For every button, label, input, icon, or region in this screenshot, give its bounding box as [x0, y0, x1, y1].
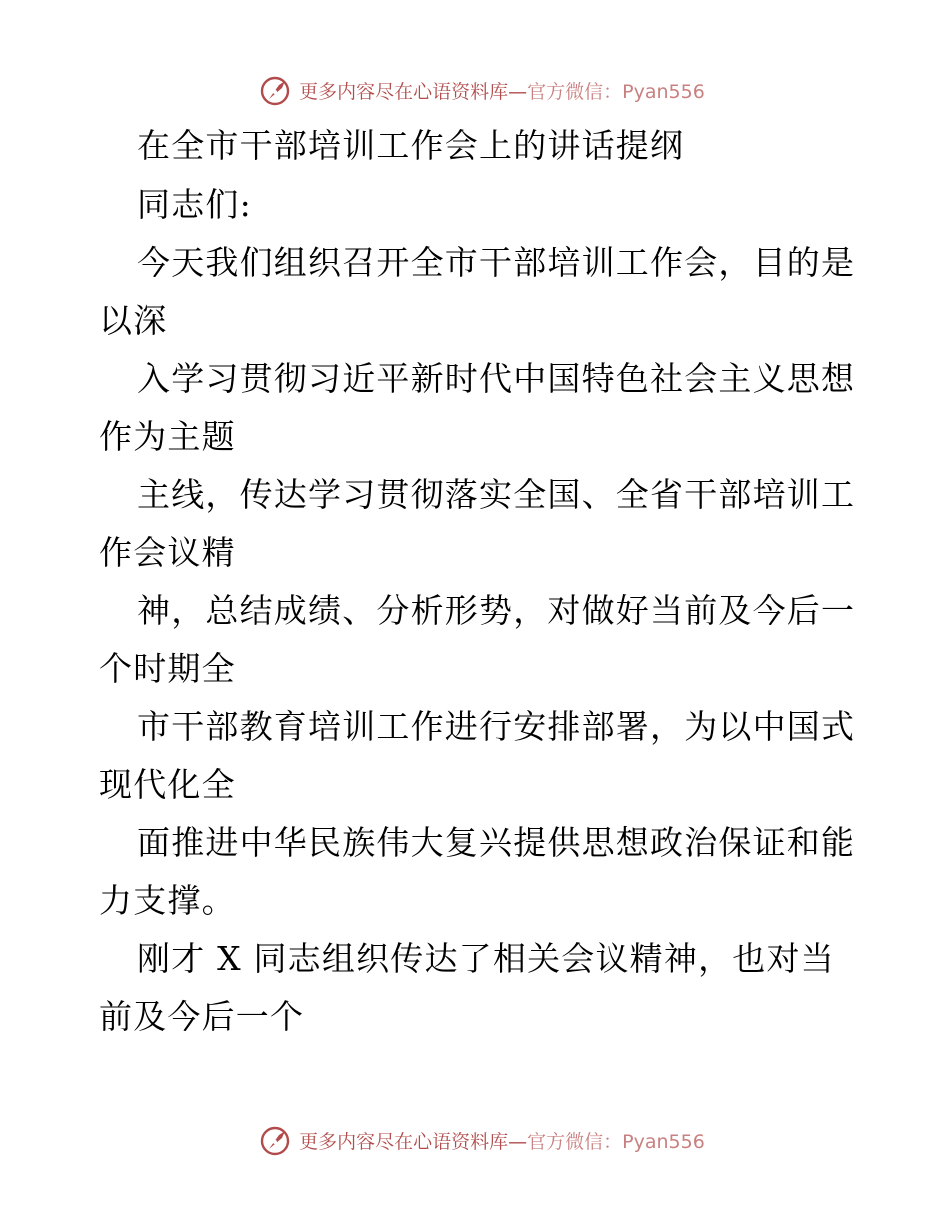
footer-banner — [0, 1120, 950, 1160]
paragraph-line: 市干部教育培训工作进行安排部署，为以中国式 — [137, 707, 856, 746]
paragraph-line: 主线，传达学习贯彻落实全国、全省干部培训工 — [137, 475, 856, 514]
header-banner-text — [299, 77, 705, 104]
header-banner-wechat: 官方微信：Pyan556 — [527, 80, 705, 103]
salutation: 同志们: — [137, 185, 252, 224]
pen-nib-circle-icon — [259, 1123, 293, 1157]
paragraph-line: 入学习贯彻习近平新时代中国特色社会主义思想 — [137, 359, 856, 398]
document-title: 在全市干部培训工作会上的讲话提纲 — [137, 126, 685, 165]
footer-banner-wechat: 官方微信：Pyan556 — [527, 1130, 705, 1153]
footer-banner-text — [299, 1127, 705, 1154]
paragraph-line: 面推进中华民族伟大复兴提供思想政治保证和能 — [137, 823, 856, 862]
paragraph-line: 现代化全 — [99, 765, 236, 804]
pen-nib-circle-icon — [259, 73, 293, 107]
header-banner-main: 更多内容尽在心语资料库 — [299, 80, 509, 103]
paragraph-line: 刚才 X 同志组织传达了相关会议精神，也对当 — [137, 939, 835, 978]
paragraph-line: 个时期全 — [99, 649, 236, 688]
header-banner — [0, 70, 950, 110]
footer-banner-content — [259, 1123, 705, 1157]
paragraph-line: 今天我们组织召开全市干部培训工作会，目的是 — [137, 243, 856, 282]
paragraph-line: 以深 — [99, 301, 168, 340]
paragraph-line: 作会议精 — [99, 533, 236, 572]
paragraph-line: 神，总结成绩、分析形势，对做好当前及今后一 — [137, 591, 856, 630]
paragraph-line: 前及今后一个 — [99, 997, 305, 1036]
footer-banner-main: 更多内容尽在心语资料库 — [299, 1130, 509, 1153]
paragraph-line: 作为主题 — [99, 417, 236, 456]
footer-banner-separator: — — [508, 1130, 528, 1153]
paragraph-line: 力支撑。 — [99, 881, 236, 920]
header-banner-content — [259, 73, 705, 107]
header-banner-separator: — — [508, 80, 528, 103]
